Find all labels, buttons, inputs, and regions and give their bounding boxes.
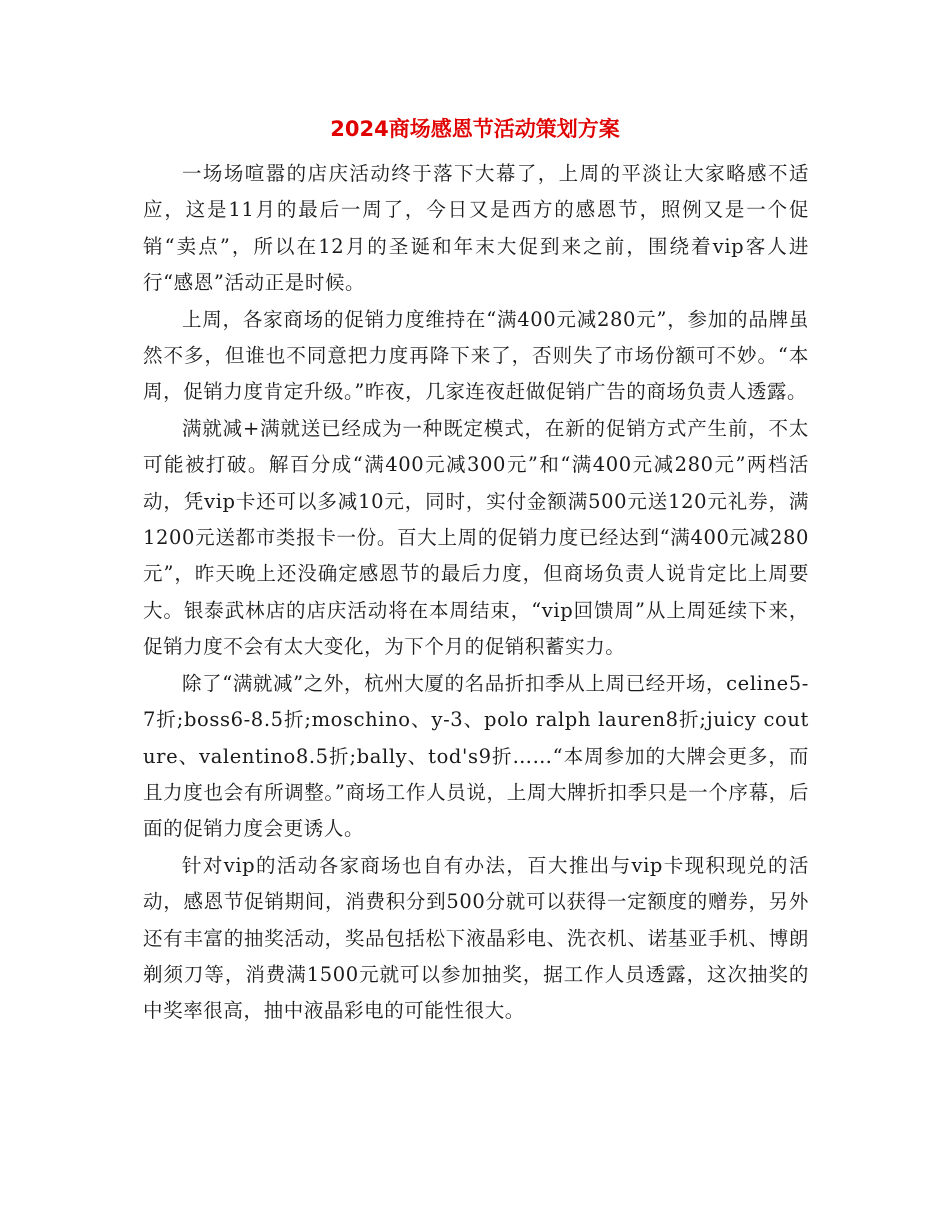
paragraph-5: 针对vip的活动各家商场也自有办法，百大推出与vip卡现积现兑的活动，感恩节促销期间，消费积分到500分就可以获得一定额度的赠券，另外还有丰富的抽奖活动，奖品包括松下液晶彩电、洗衣机、诺基亚手机、博朗剃须刀等，消费满1500元就可以参加抽奖，据工作人员透露，这次抽奖的中奖率很高，抽中液晶彩电的可能性很大。	[143, 853, 809, 1023]
document-title: 2024商场感恩节活动策划方案	[330, 117, 620, 141]
document-body	[143, 156, 809, 1030]
paragraph-2: 上周，各家商场的促销力度维持在“满400元减280元”，参加的品牌虽然不多，但谁也不同意把力度再降下来了，否则失了市场份额可不妙。“本周，促销力度肯定升级。”昨夜，几家连夜赶做促销广告的商场负责人透露。	[143, 307, 809, 404]
paragraph-3: 满就减+满就送已经成为一种既定模式，在新的促销方式产生前，不太可能被打破。解百分成“满400元减300元”和“满400元减280元”两档活动，凭vip卡还可以多减10元，同时，实付金额满500元送120元礼券，满1200元送都市类报卡一份。百大上周的促销力度已经达到“满400元减280元”，昨天晚上还没确定感恩节的最后力度，但商场负责人说肯定比上周要大。银泰武林店的店庆活动将在本周结束，“vip回馈周”从上周延续下来，促销力度不会有太大变化，为下个月的促销积蓄实力。	[143, 416, 809, 659]
paragraph-1: 一场场喧嚣的店庆活动终于落下大幕了，上周的平淡让大家略感不适应，这是11月的最后一周了，今日又是西方的感恩节，照例又是一个促销“卖点”，所以在12月的圣诞和年末大促到来之前，围绕着vip客人进行“感恩”活动正是时候。	[143, 162, 809, 295]
paragraph-4: 除了“满就减”之外，杭州大厦的名品折扣季从上周已经开场，celine5-7折;boss6-8.5折;moschino、y-3、polo ralph lauren8折;juicy couture、valentino8.5折;bally、tod's9折……“本周参加的大牌会更多，而且力度也会有所调整。”商场工作人员说，上周大牌折扣季只是一个序幕，后面的促销力度会更诱人。	[143, 671, 809, 841]
